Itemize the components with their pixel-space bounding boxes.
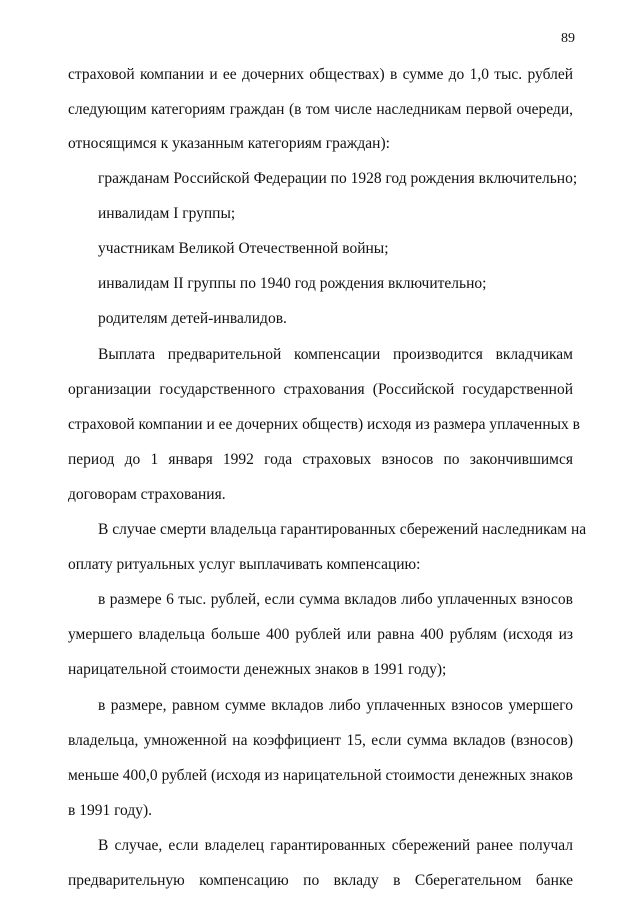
- text-line: В случае, если владелец гарантированных сбережений ранее получал: [98, 837, 573, 854]
- text-line: В случае смерти владельца гарантированных сбережений наследникам на: [98, 521, 587, 538]
- text-line: предварительную компенсацию по вкладу в Сберегательном банке: [68, 872, 573, 889]
- list-item: инвалидам II группы по 1940 год рождения включительно;: [98, 275, 487, 292]
- text-line: в размере 6 тыс. рублей, если сумма вкладов либо уплаченных взносов: [98, 591, 573, 608]
- text-line: в размере, равном сумме вкладов либо уплаченных взносов умершего: [98, 697, 573, 714]
- text-line: владельца, умноженной на коэффициент 15, если сумма вкладов (взносов): [68, 732, 573, 749]
- text-line: Выплата предварительной компенсации производится вкладчикам: [98, 346, 573, 363]
- text-line: организации государственного страхования (Российской государственной: [68, 381, 573, 398]
- list-item: родителям детей-инвалидов.: [98, 310, 287, 327]
- text-line: страховой компании и ее дочерних обществ) исходя из размера уплаченных в: [68, 416, 580, 433]
- text-line: нарицательной стоимости денежных знаков в 1991 году);: [68, 661, 447, 678]
- text-line: умершего владельца больше 400 рублей или равна 400 рублям (исходя из: [68, 626, 573, 643]
- list-item: участникам Великой Отечественной войны;: [98, 240, 389, 257]
- text-line: меньше 400,0 рублей (исходя из нарицательной стоимости денежных знаков: [68, 767, 573, 784]
- page-number: 89: [561, 31, 575, 46]
- text-line: оплату ритуальных услуг выплачивать компенсацию:: [68, 556, 421, 573]
- text-line: в 1991 году).: [68, 802, 153, 819]
- text-line: период до 1 января 1992 года страховых взносов по закончившимся: [68, 451, 573, 468]
- text-line: относящимся к указанным категориям граждан):: [68, 135, 390, 152]
- text-line: договорам страхования.: [68, 486, 226, 503]
- list-item: инвалидам I группы;: [98, 205, 236, 222]
- text-line: страховой компании и ее дочерних обществах) в сумме до 1,0 тыс. рублей: [68, 66, 573, 83]
- list-item: гражданам Российской Федерации по 1928 год рождения включительно;: [98, 170, 578, 187]
- text-line: следующим категориям граждан (в том числе наследникам первой очереди,: [68, 101, 573, 118]
